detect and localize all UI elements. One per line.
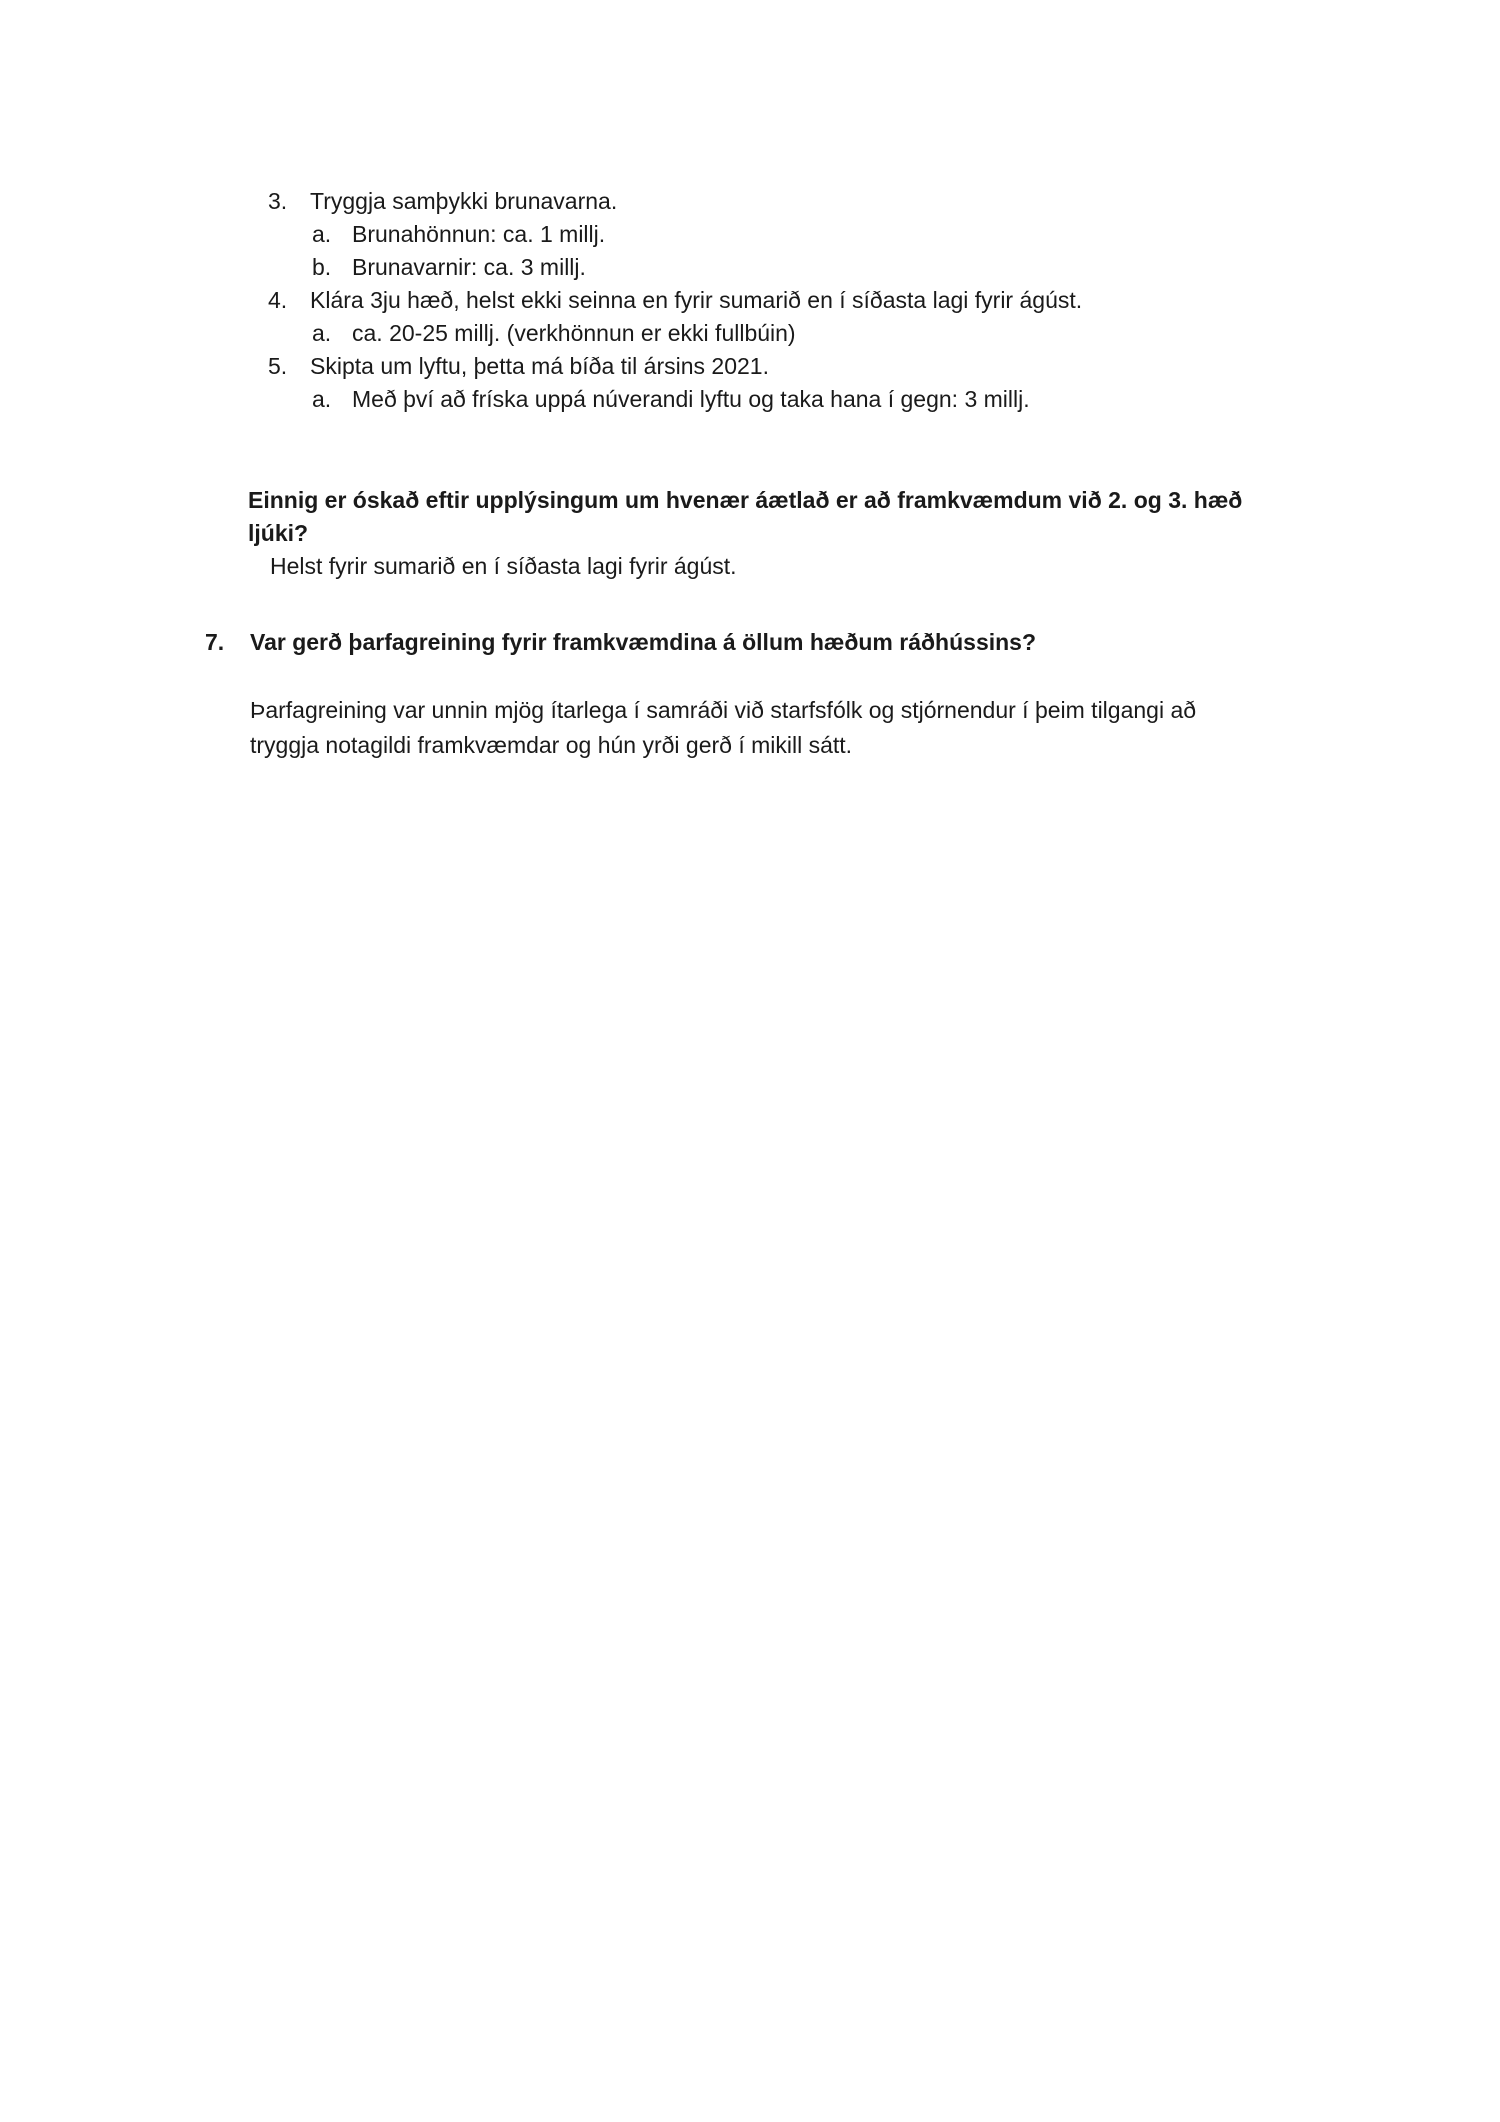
list-item-5 — [268, 350, 1500, 383]
bold-question-line-2: ljúki? — [248, 520, 309, 546]
question-7-marker: 7. — [205, 629, 225, 655]
bold-question-line-1: Einnig er óskað eftir upplýsingum um hvenær áætlað er að framkvæmdum við 2. og 3. hæð — [248, 487, 1243, 513]
list-item-5-text: Skipta um lyftu, þetta má bíða til ársins 2021. — [310, 353, 769, 379]
document-content — [0, 0, 1500, 763]
list-item-3a — [312, 218, 1500, 251]
question-7 — [205, 626, 1500, 659]
list-item-5a-text: Með því að fríska uppá núverandi lyftu og taka hana í gegn: 3 millj. — [352, 386, 1030, 412]
question-7-answer — [250, 693, 1280, 763]
bold-question — [248, 484, 1268, 550]
list-item-3-marker: 3. — [268, 188, 288, 214]
list-item-4a-marker: a. — [312, 320, 332, 346]
list-item-3b-marker: b. — [312, 254, 332, 280]
list-item-4-text: Klára 3ju hæð, helst ekki seinna en fyrir sumarið en í síðasta lagi fyrir ágúst. — [310, 287, 1083, 313]
list-item-5-marker: 5. — [268, 353, 288, 379]
question-7-title: Var gerð þarfagreining fyrir framkvæmdina á öllum hæðum ráðhússins? — [250, 629, 1037, 655]
list-item-4a-text: ca. 20-25 millj. (verkhönnun er ekki fullbúin) — [352, 320, 796, 346]
bold-question-answer: Helst fyrir sumarið en í síðasta lagi fyrir ágúst. — [270, 553, 737, 579]
list-item-3-text: Tryggja samþykki brunavarna. — [310, 188, 618, 214]
list-item-3 — [268, 185, 1500, 218]
list-item-3b-text: Brunavarnir: ca. 3 millj. — [352, 254, 586, 280]
question-7-answer-line-1: Þarfagreining var unnin mjög ítarlega í samráði við starfsfólk og stjórnendur í þeim tilgangi að — [250, 697, 1197, 723]
list-item-5a-marker: a. — [312, 386, 332, 412]
list-item-5a — [312, 383, 1500, 416]
list-item-3a-marker: a. — [312, 221, 332, 247]
question-7-answer-line-2: tryggja notagildi framkvæmdar og hún yrði gerð í mikill sátt. — [250, 732, 853, 758]
list-item-4 — [268, 284, 1500, 317]
list-item-4-marker: 4. — [268, 287, 288, 313]
list-item-3a-text: Brunahönnun: ca. 1 millj. — [352, 221, 606, 247]
list-item-3b — [312, 251, 1500, 284]
list-item-4a — [312, 317, 1500, 350]
